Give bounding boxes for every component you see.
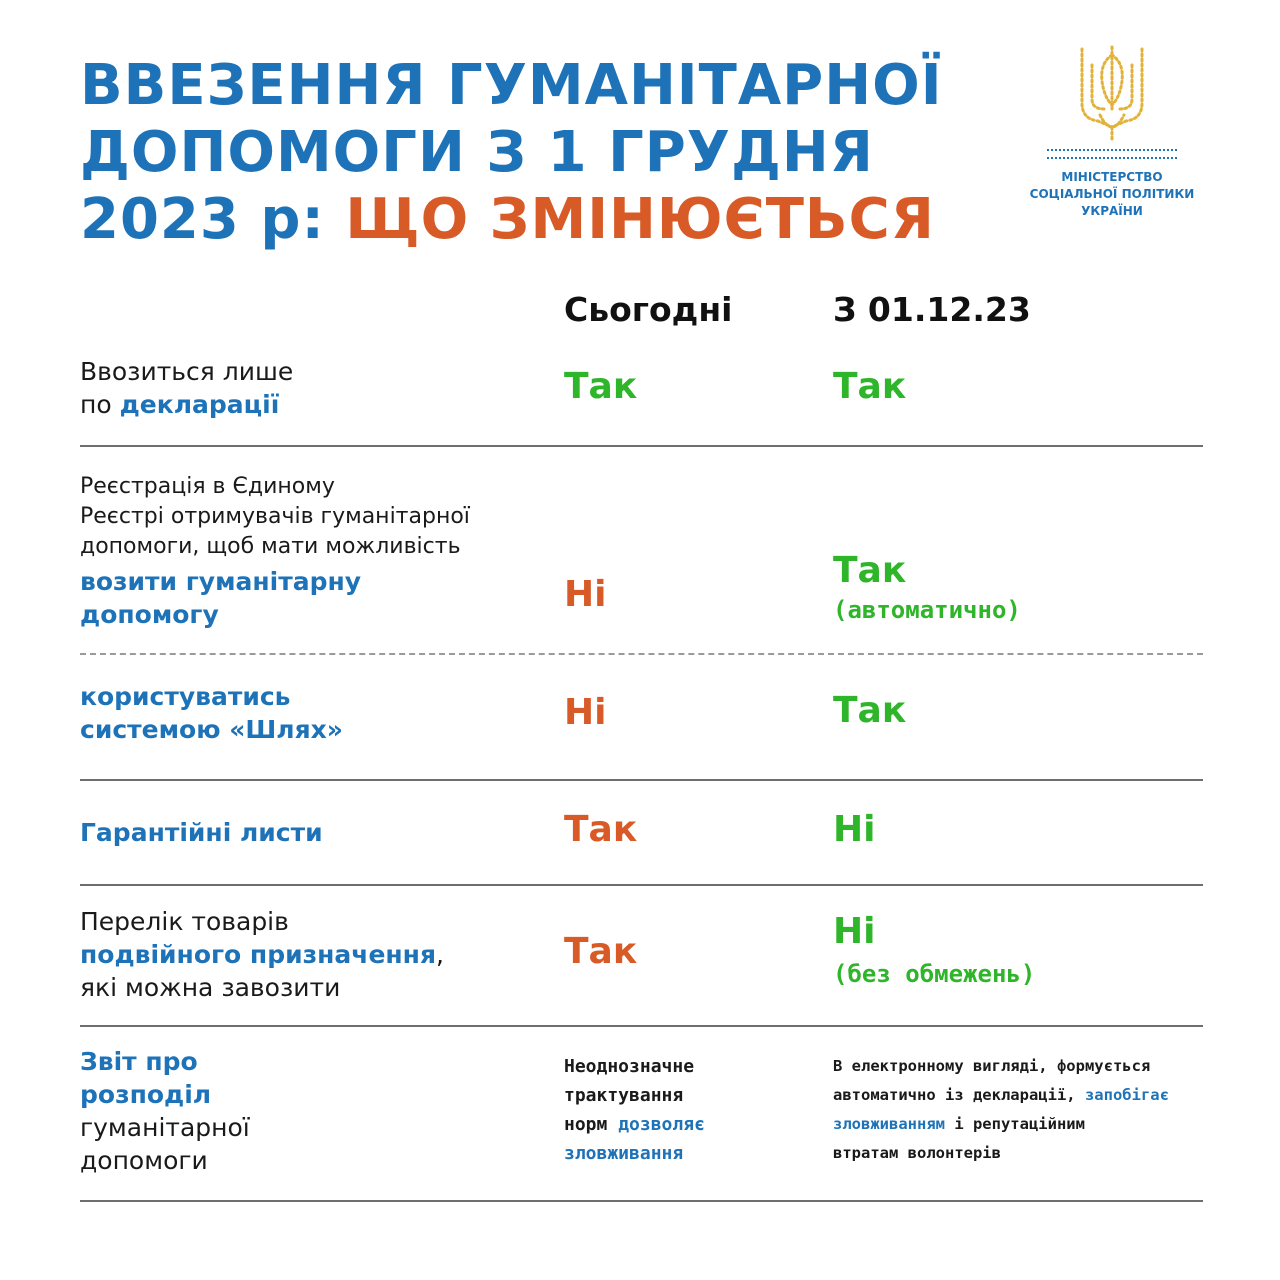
row-dual-use-label-comma: , xyxy=(436,940,444,969)
row-carry-aid-label-line-2: допомогу xyxy=(80,600,219,629)
title-highlight: ЩО ЗМІНЮЄТЬСЯ xyxy=(345,187,935,252)
row-report-today xyxy=(564,1052,705,1168)
row-declaration-label-line-1: Ввозиться лише xyxy=(80,357,294,386)
row-declaration-label-highlight: декларації xyxy=(119,390,280,419)
title-line-3 xyxy=(80,186,943,253)
row-report-label-line-3: гуманітарної xyxy=(80,1113,250,1142)
row-registry-intro-line-2: Реєстрі отримувачів гуманітарної xyxy=(80,504,470,529)
column-header-today: Сьогодні xyxy=(564,290,733,329)
row-divider xyxy=(80,779,1203,781)
row-carry-aid-from-date: Так xyxy=(833,550,907,591)
row-report-today-plain: норм xyxy=(564,1114,619,1135)
row-report-label xyxy=(80,1045,250,1177)
row-report-label-line-2: розподіл xyxy=(80,1080,212,1109)
row-report-from-plain-2: і репутаційним xyxy=(944,1115,1085,1133)
logo-text-2: СОЦІАЛЬНОЇ ПОЛІТИКИ xyxy=(1029,187,1195,201)
row-report-from-line-1: В електронному вигляді, формується xyxy=(833,1057,1151,1075)
row-shlyakh-from-date: Так xyxy=(833,690,907,731)
column-header-from-date: З 01.12.23 xyxy=(833,290,1031,329)
row-dual-use-today: Так xyxy=(564,931,638,972)
title-year: 2023 р: xyxy=(80,187,346,252)
row-shlyakh-today: Ні xyxy=(564,692,607,733)
row-shlyakh-label xyxy=(80,680,343,746)
row-report-from-date xyxy=(833,1052,1169,1168)
row-guarantee-label: Гарантійні листи xyxy=(80,818,323,847)
row-report-today-line-1: Неоднозначне xyxy=(564,1056,695,1077)
title-line-1: ВВЕЗЕННЯ ГУМАНІТАРНОЇ xyxy=(80,53,943,118)
row-report-from-line-4: втратам волонтерів xyxy=(833,1144,1001,1162)
row-registry-intro xyxy=(80,472,470,562)
row-report-from-plain: автоматично із декларації, xyxy=(833,1086,1085,1104)
logo-text-1: МІНІСТЕРСТВО xyxy=(1061,170,1163,184)
row-declaration-label-plain: по xyxy=(80,390,120,419)
row-divider xyxy=(80,1025,1203,1027)
row-dual-use-from-date: Ні xyxy=(833,911,876,952)
row-dual-use-label-line-2 xyxy=(80,938,444,971)
row-report-from-line-3 xyxy=(833,1110,1169,1139)
row-declaration-label-line-2 xyxy=(80,388,293,421)
row-carry-aid-today: Ні xyxy=(564,574,607,615)
row-carry-aid-label-line-1: возити гуманітарну xyxy=(80,567,362,596)
row-carry-aid-label xyxy=(80,565,361,631)
page-title xyxy=(80,52,943,253)
row-report-label-line-1: Звіт про xyxy=(80,1047,198,1076)
row-dual-use-label-line-1: Перелік товарів xyxy=(80,907,289,936)
row-registry-intro-line-1: Реєстрація в Єдиному xyxy=(80,474,335,499)
row-declaration-label xyxy=(80,355,293,421)
row-shlyakh-label-line-2: системою «Шлях» xyxy=(80,715,343,744)
ministry-logo xyxy=(1026,45,1198,220)
title-line-2: ДОПОМОГИ З 1 ГРУДНЯ xyxy=(80,120,874,185)
row-report-from-highlight: запобігає xyxy=(1084,1086,1169,1104)
row-report-from-highlight-2: зловживанням xyxy=(833,1115,945,1133)
row-report-label-line-4: допомоги xyxy=(80,1146,208,1175)
row-dual-use-label-highlight: подвійного призначення xyxy=(80,940,437,969)
row-report-from-line-2 xyxy=(833,1081,1169,1110)
row-guarantee-from-date: Ні xyxy=(833,809,876,850)
row-report-today-line-3 xyxy=(564,1110,705,1139)
row-report-today-line-4: зловживання xyxy=(564,1143,684,1164)
row-divider xyxy=(80,1200,1203,1202)
row-declaration-from-date: Так xyxy=(833,366,907,407)
row-report-today-highlight: дозволяє xyxy=(618,1114,705,1135)
row-declaration-today: Так xyxy=(564,366,638,407)
logo-divider xyxy=(1047,149,1177,159)
row-report-today-line-2: трактування xyxy=(564,1085,684,1106)
logo-text-3: УКРАЇНИ xyxy=(1081,204,1143,218)
row-shlyakh-label-line-1: користуватись xyxy=(80,682,291,711)
row-divider-dashed xyxy=(80,653,1203,655)
row-guarantee-today: Так xyxy=(564,809,638,850)
row-dual-use-label xyxy=(80,905,444,1004)
row-divider xyxy=(80,884,1203,886)
row-dual-use-label-line-3: які можна завозити xyxy=(80,973,341,1002)
row-registry-intro-line-3: допомоги, щоб мати можливість xyxy=(80,534,461,559)
row-dual-use-from-date-note: (без обмежень) xyxy=(833,960,1036,988)
trident-icon xyxy=(1076,45,1148,143)
row-carry-aid-from-date-note: (автоматично) xyxy=(833,596,1021,624)
row-divider xyxy=(80,445,1203,447)
